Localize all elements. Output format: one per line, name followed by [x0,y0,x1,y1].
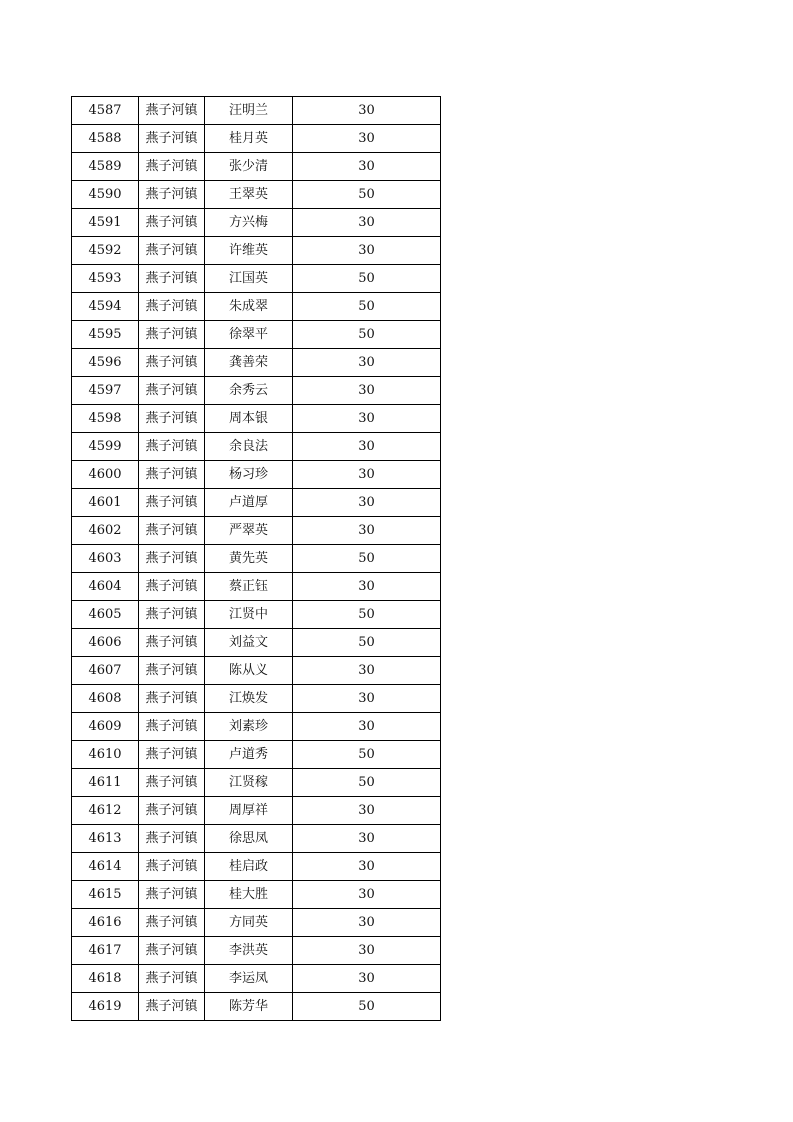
cell-id: 4590 [72,181,139,209]
table-row [72,937,441,965]
cell-town: 燕子河镇 [139,265,205,293]
cell-id: 4587 [72,97,139,125]
cell-amount: 50 [293,293,441,321]
cell-id: 4609 [72,713,139,741]
cell-name: 刘素珍 [205,713,293,741]
subsidy-table-body [72,97,441,1021]
cell-name: 蔡正钰 [205,573,293,601]
cell-name: 桂大胜 [205,881,293,909]
cell-name: 李洪英 [205,937,293,965]
cell-amount: 50 [293,181,441,209]
subsidy-table [71,96,441,1021]
cell-id: 4615 [72,881,139,909]
cell-amount: 30 [293,377,441,405]
table-row [72,321,441,349]
cell-amount: 30 [293,713,441,741]
table-row [72,209,441,237]
cell-amount: 50 [293,769,441,797]
cell-amount: 30 [293,517,441,545]
cell-name: 杨习珍 [205,461,293,489]
cell-town: 燕子河镇 [139,125,205,153]
cell-town: 燕子河镇 [139,853,205,881]
cell-town: 燕子河镇 [139,349,205,377]
cell-id: 4606 [72,629,139,657]
cell-id: 4616 [72,909,139,937]
cell-id: 4602 [72,517,139,545]
cell-amount: 30 [293,489,441,517]
cell-id: 4588 [72,125,139,153]
cell-town: 燕子河镇 [139,321,205,349]
table-row [72,517,441,545]
cell-amount: 30 [293,797,441,825]
cell-id: 4594 [72,293,139,321]
cell-town: 燕子河镇 [139,377,205,405]
cell-id: 4600 [72,461,139,489]
cell-id: 4611 [72,769,139,797]
cell-town: 燕子河镇 [139,993,205,1021]
cell-name: 徐翠平 [205,321,293,349]
cell-id: 4591 [72,209,139,237]
cell-amount: 30 [293,153,441,181]
cell-amount: 30 [293,937,441,965]
cell-id: 4598 [72,405,139,433]
cell-amount: 30 [293,461,441,489]
table-row [72,433,441,461]
cell-town: 燕子河镇 [139,601,205,629]
cell-amount: 30 [293,125,441,153]
table-row [72,769,441,797]
cell-name: 王翠英 [205,181,293,209]
cell-amount: 30 [293,965,441,993]
cell-id: 4596 [72,349,139,377]
cell-name: 陈芳华 [205,993,293,1021]
table-row [72,153,441,181]
cell-id: 4595 [72,321,139,349]
cell-id: 4604 [72,573,139,601]
table-row [72,909,441,937]
cell-town: 燕子河镇 [139,489,205,517]
table-row [72,349,441,377]
cell-id: 4608 [72,685,139,713]
cell-amount: 50 [293,629,441,657]
cell-amount: 30 [293,573,441,601]
cell-amount: 30 [293,349,441,377]
table-row [72,797,441,825]
table-row [72,601,441,629]
cell-id: 4599 [72,433,139,461]
cell-name: 余良法 [205,433,293,461]
table-row [72,853,441,881]
cell-town: 燕子河镇 [139,97,205,125]
cell-id: 4605 [72,601,139,629]
cell-name: 桂启政 [205,853,293,881]
cell-id: 4589 [72,153,139,181]
cell-town: 燕子河镇 [139,881,205,909]
cell-amount: 30 [293,237,441,265]
cell-town: 燕子河镇 [139,713,205,741]
cell-town: 燕子河镇 [139,237,205,265]
cell-town: 燕子河镇 [139,209,205,237]
cell-amount: 30 [293,909,441,937]
cell-name: 朱成翠 [205,293,293,321]
cell-name: 江国英 [205,265,293,293]
cell-amount: 30 [293,881,441,909]
cell-town: 燕子河镇 [139,965,205,993]
cell-name: 陈从义 [205,657,293,685]
cell-town: 燕子河镇 [139,181,205,209]
cell-amount: 50 [293,741,441,769]
cell-amount: 30 [293,685,441,713]
cell-town: 燕子河镇 [139,797,205,825]
cell-amount: 50 [293,321,441,349]
cell-amount: 50 [293,545,441,573]
cell-name: 李运凤 [205,965,293,993]
cell-name: 张少清 [205,153,293,181]
table-row [72,377,441,405]
cell-name: 江贤中 [205,601,293,629]
cell-town: 燕子河镇 [139,153,205,181]
cell-amount: 30 [293,405,441,433]
cell-id: 4610 [72,741,139,769]
cell-id: 4607 [72,657,139,685]
table-row [72,741,441,769]
cell-name: 周厚祥 [205,797,293,825]
cell-amount: 30 [293,97,441,125]
cell-id: 4592 [72,237,139,265]
cell-id: 4619 [72,993,139,1021]
cell-amount: 30 [293,209,441,237]
cell-id: 4601 [72,489,139,517]
cell-name: 许维英 [205,237,293,265]
cell-name: 徐思凤 [205,825,293,853]
table-row [72,125,441,153]
table-row [72,629,441,657]
cell-id: 4617 [72,937,139,965]
cell-id: 4614 [72,853,139,881]
cell-name: 龚善荣 [205,349,293,377]
table-row [72,237,441,265]
cell-town: 燕子河镇 [139,909,205,937]
table-row [72,993,441,1021]
cell-id: 4613 [72,825,139,853]
cell-town: 燕子河镇 [139,825,205,853]
cell-town: 燕子河镇 [139,769,205,797]
cell-name: 方兴梅 [205,209,293,237]
cell-amount: 50 [293,993,441,1021]
cell-town: 燕子河镇 [139,629,205,657]
table-row [72,97,441,125]
table-row [72,881,441,909]
cell-town: 燕子河镇 [139,741,205,769]
table-row [72,657,441,685]
table-row [72,293,441,321]
cell-name: 刘益文 [205,629,293,657]
cell-name: 卢道厚 [205,489,293,517]
cell-town: 燕子河镇 [139,545,205,573]
cell-town: 燕子河镇 [139,293,205,321]
cell-name: 汪明兰 [205,97,293,125]
cell-amount: 30 [293,657,441,685]
cell-amount: 30 [293,853,441,881]
cell-name: 江焕发 [205,685,293,713]
table-row [72,825,441,853]
table-row [72,545,441,573]
table-row [72,461,441,489]
table-row [72,573,441,601]
cell-town: 燕子河镇 [139,573,205,601]
table-row [72,265,441,293]
cell-amount: 50 [293,601,441,629]
cell-id: 4597 [72,377,139,405]
cell-town: 燕子河镇 [139,685,205,713]
cell-name: 江贤稼 [205,769,293,797]
table-row [72,685,441,713]
cell-id: 4618 [72,965,139,993]
cell-town: 燕子河镇 [139,937,205,965]
cell-id: 4612 [72,797,139,825]
cell-name: 周本银 [205,405,293,433]
cell-name: 卢道秀 [205,741,293,769]
cell-town: 燕子河镇 [139,405,205,433]
cell-amount: 30 [293,433,441,461]
cell-id: 4593 [72,265,139,293]
cell-amount: 30 [293,825,441,853]
cell-name: 严翠英 [205,517,293,545]
cell-town: 燕子河镇 [139,517,205,545]
cell-name: 方同英 [205,909,293,937]
cell-name: 黄先英 [205,545,293,573]
table-row [72,181,441,209]
table-row [72,405,441,433]
cell-amount: 50 [293,265,441,293]
cell-name: 桂月英 [205,125,293,153]
cell-id: 4603 [72,545,139,573]
cell-town: 燕子河镇 [139,433,205,461]
cell-town: 燕子河镇 [139,657,205,685]
table-row [72,489,441,517]
cell-town: 燕子河镇 [139,461,205,489]
cell-name: 余秀云 [205,377,293,405]
table-row [72,965,441,993]
table-row [72,713,441,741]
